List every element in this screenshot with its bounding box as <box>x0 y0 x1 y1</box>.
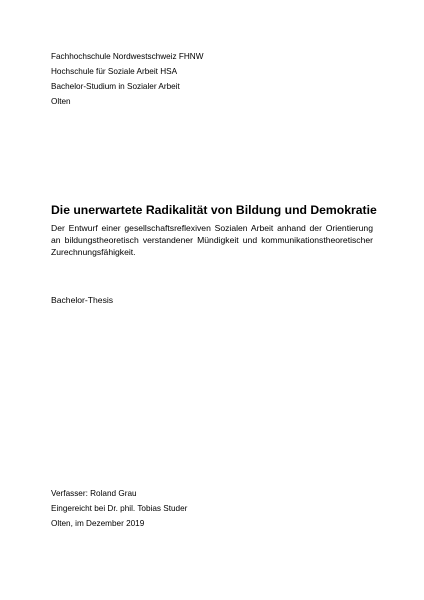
supervisor-line: Eingereicht bei Dr. phil. Tobias Studer <box>51 504 188 513</box>
institution-line-school: Hochschule für Soziale Arbeit HSA <box>51 67 178 76</box>
author-line: Verfasser: Roland Grau <box>51 489 137 498</box>
thesis-type: Bachelor-Thesis <box>51 295 114 305</box>
author-block <box>51 486 371 531</box>
institution-line-program: Bachelor-Studium in Sozialer Arbeit <box>51 82 180 91</box>
institution-line-city: Olten <box>51 97 71 106</box>
institution-line-university: Fachhochschule Nordwestschweiz FHNW <box>51 52 204 61</box>
institution-block <box>51 49 371 109</box>
thesis-subtitle: Der Entwurf einer gesellschaftsreflexiven Sozialen Arbeit anhand der Orientierung an bildungstheoretisch verstandener Mündigkeit und kommunikationstheoretischer Zurechnungsfähigkeit. <box>51 223 373 258</box>
place-date-line: Olten, im Dezember 2019 <box>51 519 145 528</box>
thesis-title: Die unerwartete Radikalität von Bildung und Demokratie <box>51 203 377 217</box>
